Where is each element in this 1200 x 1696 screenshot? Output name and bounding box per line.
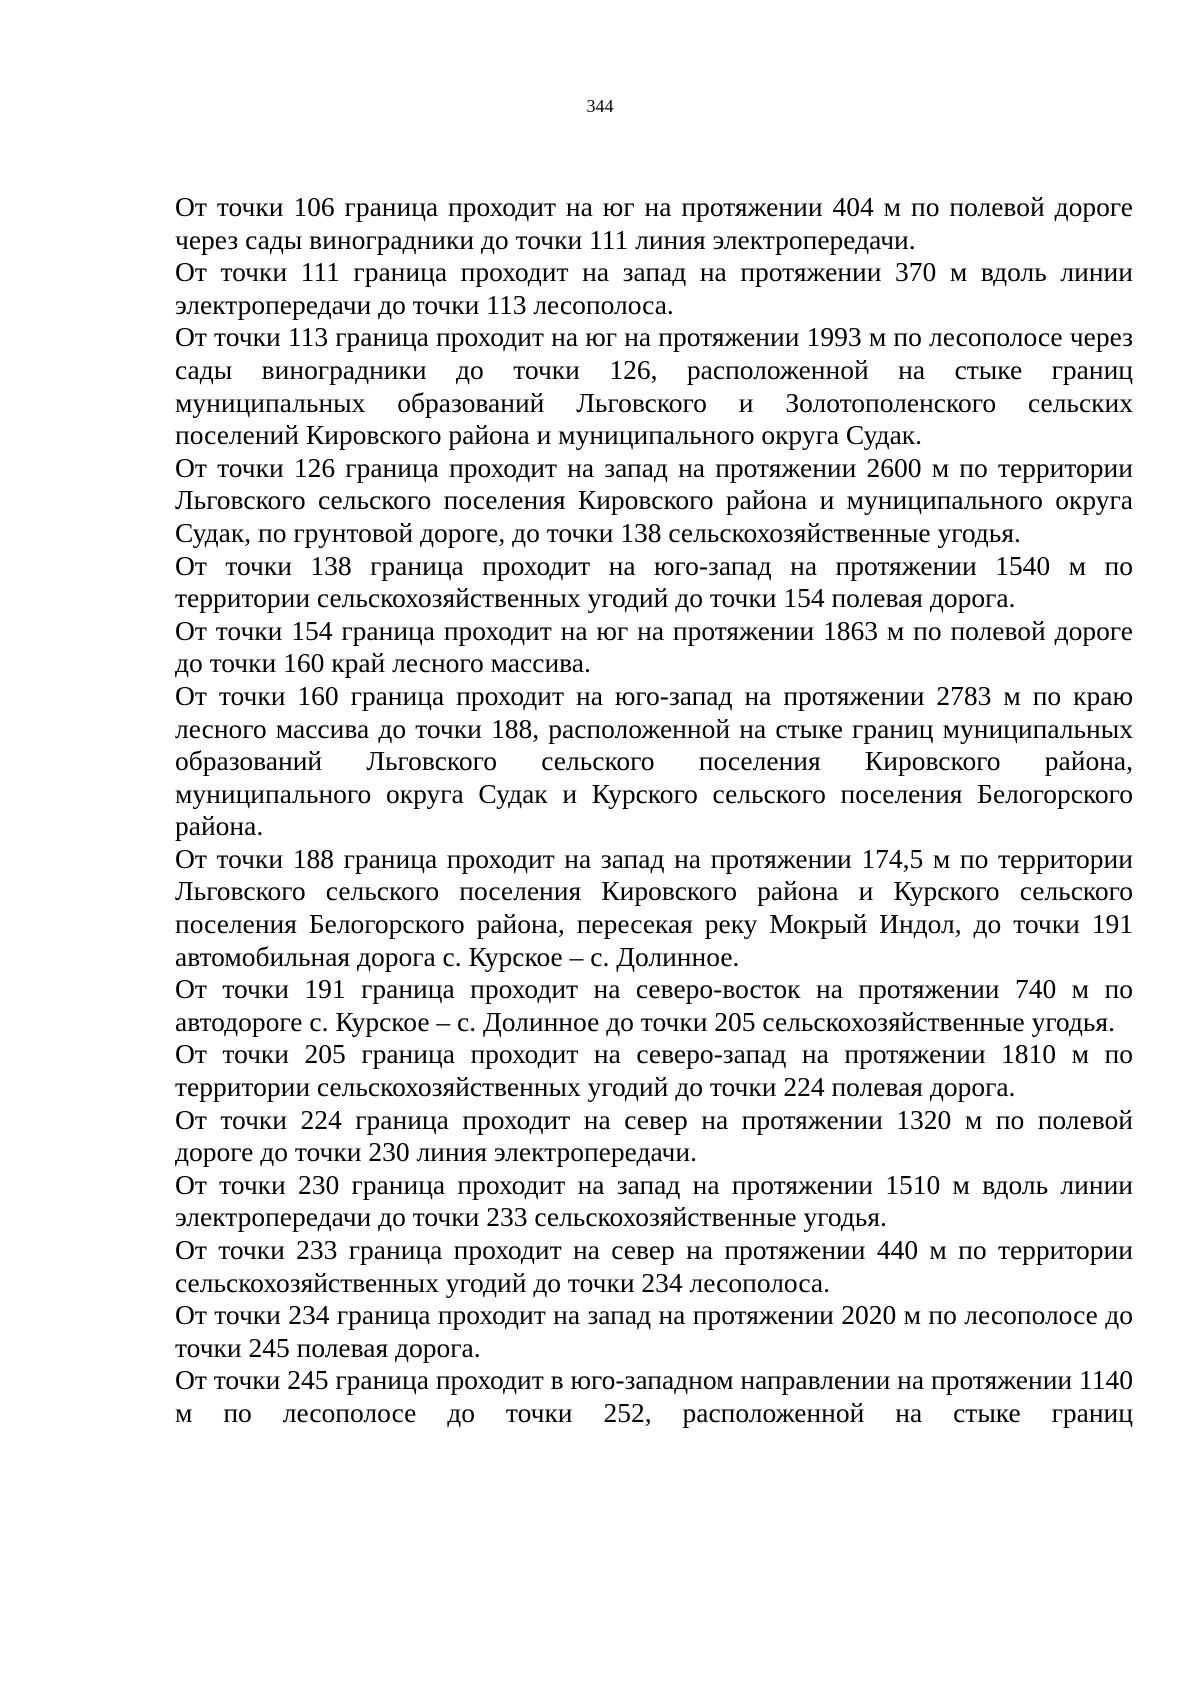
paragraph: От точки 154 граница проходит на юг на протяжении 1863 м по полевой дороге до точки 160 край лесного массива.	[175, 614, 1133, 679]
paragraph: От точки 126 граница проходит на запад на протяжении 2600 м по территории Льговского сельского поселения Кировского района и муниципального округа Судак, по грунтовой дороге, до точки 138 сельскохозяйственные угодья.	[175, 451, 1133, 548]
paragraph: От точки 233 граница проходит на север на протяжении 440 м по территории сельскохозяйственных угодий до точки 234 лесополоса.	[175, 1234, 1133, 1298]
document-body	[175, 191, 1133, 1430]
page-number: 344	[586, 96, 614, 116]
paragraph: От точки 234 граница проходит на запад на протяжении 2020 м по лесополосе до точки 245 полевая дорога.	[175, 1299, 1133, 1363]
paragraph: От точки 191 граница проходит на северо-восток на протяжении 740 м по автодороге с. Курское – с. Долинное до точки 205 сельскохозяйственные угодья.	[175, 973, 1133, 1037]
paragraph: От точки 138 граница проходит на юго-запад на протяжении 1540 м по территории сельскохозяйственных угодий до точки 154 полевая дорога.	[175, 549, 1133, 614]
paragraph: От точки 188 граница проходит на запад на протяжении 174,5 м по территории Льговского сельского поселения Кировского района и Курского сельского поселения Белогорского района, пересекая реку Мокрый Индол, до точки 191 автомобильная дорога с. Курское – с. Долинное.	[175, 842, 1133, 972]
paragraph: От точки 245 граница проходит в юго-западном направлении на протяжении 1140 м по лесополосе до точки 252, расположенной на стыке границ	[175, 1364, 1133, 1428]
paragraph: От точки 111 граница проходит на запад на протяжении 370 м вдоль линии электропередачи до точки 113 лесополоса.	[175, 256, 1133, 320]
paragraph: От точки 205 граница проходит на северо-запад на протяжении 1810 м по территории сельскохозяйственных угодий до точки 224 полевая дорога.	[175, 1038, 1133, 1103]
paragraph: От точки 230 граница проходит на запад на протяжении 1510 м вдоль линии электропередачи до точки 233 сельскохозяйственные угодья.	[175, 1168, 1133, 1233]
paragraph: От точки 106 граница проходит на юг на протяжении 404 м по полевой дороге через сады виноградники до точки 111 линия электропередачи.	[175, 191, 1133, 255]
paragraph: От точки 113 граница проходит на юг на протяжении 1993 м по лесополосе через сады виноградники до точки 126, расположенной на стыке границ муниципальных образований Льговского и Золотополенского сельских поселений Кировского района и муниципального округа Судак.	[175, 321, 1133, 451]
paragraph: От точки 160 граница проходит на юго-запад на протяжении 2783 м по краю лесного массива до точки 188, расположенной на стыке границ муниципальных образований Льговского сельского поселения Кировского района, муниципального округа Судак и Курского сельского поселения Белогорского района.	[175, 679, 1133, 842]
paragraph: От точки 224 граница проходит на север на протяжении 1320 м по полевой дороге до точки 230 линия электропередачи.	[175, 1103, 1133, 1168]
